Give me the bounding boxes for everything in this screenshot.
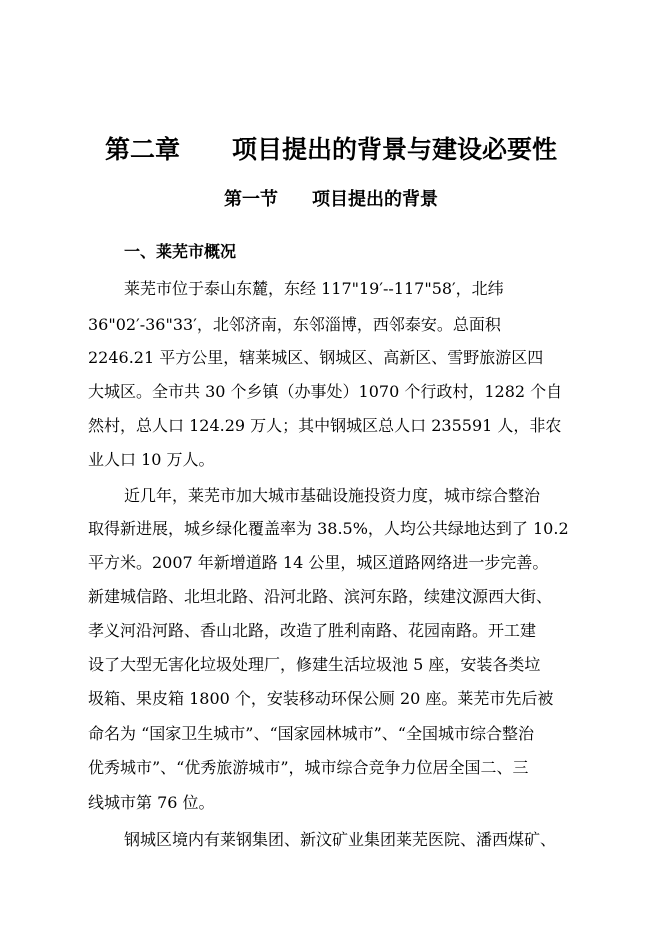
paragraph-line: 优秀城市”、“优秀旅游城市”，城市综合竞争力位居全国二、三 — [88, 758, 529, 777]
section-title-text: 项目提出的背景 — [312, 189, 438, 210]
paragraph-line: 莱芜市位于泰山东麓，东经 117"19′--117"58′，北纬 — [124, 279, 504, 298]
paragraph-line: 线城市第 76 位。 — [88, 793, 215, 812]
section-title — [0, 187, 662, 213]
paragraph-line: 然村，总人口 124.29 万人；其中钢城区总人口 235591 人，非农 — [88, 416, 562, 435]
paragraph-line: 近几年，莱芜市加大城市基础设施投资力度，城市综合整治 — [124, 486, 541, 505]
paragraph-line: 2246.21 平方公里，辖莱城区、钢城区、高新区、雪野旅游区四 — [88, 348, 544, 367]
paragraph-line: 新建城信路、北坦北路、沿河北路、滨河东路，续建汶源西大街、 — [88, 587, 553, 606]
paragraph-line: 钢城区境内有莱钢集团、新汶矿业集团莱芜医院、潘西煤矿、 — [124, 830, 557, 849]
paragraph-line: 孝义河沿河路、香山北路，改造了胜利南路、花园南路。开工建 — [88, 621, 537, 640]
paragraph-line: 取得新进展，城乡绿化覆盖率为 38.5%，人均公共绿地达到了 10.2 — [88, 519, 569, 538]
chapter-title-text: 项目提出的背景与建设必要性 — [232, 135, 558, 164]
paragraph-line: 命名为 “国家卫生城市”、“国家园林城市”、“全国城市综合整治 — [88, 724, 534, 743]
paragraph-line: 大城区。全市共 30 个乡镇（办事处）1070 个行政村，1282 个自 — [88, 382, 563, 401]
subheading: 一、莱芜市概况 — [124, 242, 237, 261]
chapter-title — [0, 134, 662, 166]
chapter-label: 第二章 — [104, 135, 180, 164]
paragraph-line: 平方米。2007 年新增道路 14 公里，城区道路网络进一步完善。 — [88, 553, 549, 572]
paragraph-line: 36"02′-36"33′，北邻济南，东邻淄博，西邻泰安。总面积 — [88, 315, 501, 334]
paragraph-line: 业人口 10 万人。 — [88, 450, 215, 469]
paragraph-line: 圾箱、果皮箱 1800 个，安装移动环保公厕 20 座。莱芜市先后被 — [88, 689, 554, 708]
section-label: 第一节 — [224, 189, 278, 210]
paragraph-line: 设了大型无害化垃圾处理厂，修建生活垃圾池 5 座，安装各类垃 — [88, 655, 541, 674]
